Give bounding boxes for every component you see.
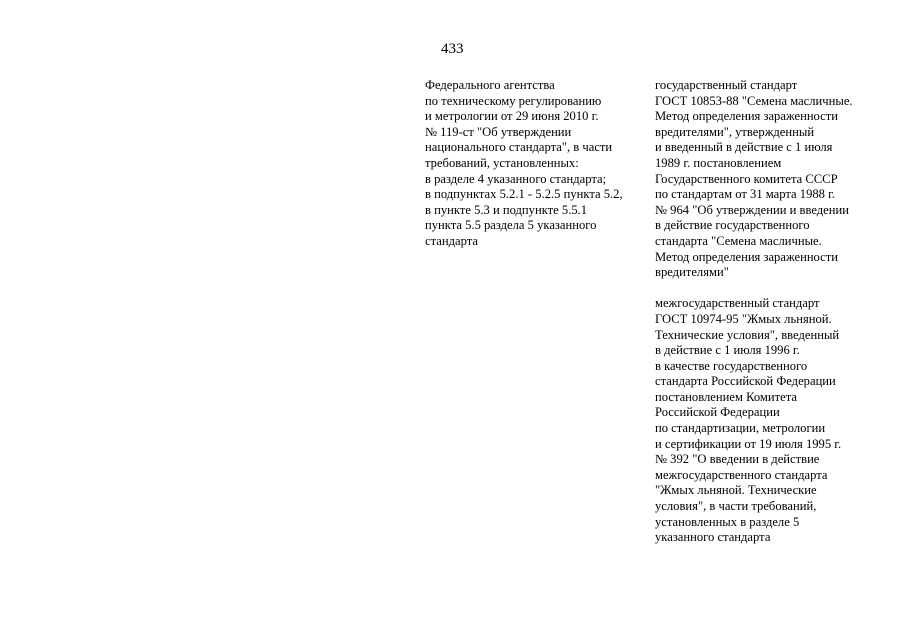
- text-line: требований, установленных:: [425, 155, 579, 170]
- text-line: в действие с 1 июля 1996 г.: [655, 343, 800, 358]
- text-line: № 119-ст "Об утверждении: [425, 124, 572, 139]
- text-line: в разделе 4 указанного стандарта;: [425, 171, 607, 186]
- text-line: ГОСТ 10853-88 "Семена масличные.: [655, 93, 853, 108]
- text-line: по техническому регулированию: [425, 93, 602, 108]
- text-line: в подпунктах 5.2.1 - 5.2.5 пункта 5.2,: [425, 187, 623, 202]
- text-line: Технические условия", введенный: [655, 327, 840, 342]
- text-line: № 392 "О введении в действие: [655, 452, 820, 467]
- text-line: Российской Федерации: [655, 405, 780, 420]
- text-line: межгосударственного стандарта: [655, 467, 828, 482]
- text-line: и введенный в действие с 1 июля: [655, 140, 833, 155]
- text-line: по стандартизации, метрологии: [655, 421, 826, 436]
- text-line: Государственного комитета СССР: [655, 171, 838, 186]
- left-column: [425, 78, 640, 250]
- text-line: стандарта: [425, 233, 478, 248]
- gost-10974-block: [655, 296, 895, 546]
- text-line: и сертификации от 19 июля 1995 г.: [655, 436, 842, 451]
- left-text-block: [425, 78, 640, 250]
- text-line: указанного стандарта: [655, 530, 771, 545]
- page-number: 433: [441, 41, 464, 57]
- text-line: в действие государственного: [655, 218, 810, 233]
- text-line: и метрологии от 29 июня 2010 г.: [425, 109, 599, 124]
- text-line: установленных в разделе 5: [655, 514, 800, 529]
- text-line: вредителями", утвержденный: [655, 124, 815, 139]
- text-line: "Жмых льняной. Технические: [655, 483, 817, 498]
- right-column: [655, 78, 895, 546]
- text-line: Метод определения зараженности: [655, 109, 838, 124]
- text-line: стандарта Российской Федерации: [655, 374, 836, 389]
- gost-10853-block: [655, 78, 895, 281]
- text-line: Метод определения зараженности: [655, 249, 838, 264]
- text-line: по стандартам от 31 марта 1988 г.: [655, 187, 836, 202]
- text-line: Федерального агентства: [425, 78, 555, 92]
- text-line: 1989 г. постановлением: [655, 155, 782, 170]
- text-line: вредителями": [655, 265, 729, 280]
- text-line: государственный стандарт: [655, 78, 798, 92]
- text-line: условия", в части требований,: [655, 499, 817, 514]
- text-line: национального стандарта", в части: [425, 140, 613, 155]
- text-line: стандарта "Семена масличные.: [655, 233, 822, 248]
- text-line: пункта 5.5 раздела 5 указанного: [425, 218, 597, 233]
- text-line: ГОСТ 10974-95 "Жмых льняной.: [655, 311, 832, 326]
- text-line: межгосударственный стандарт: [655, 296, 820, 311]
- text-line: постановлением Комитета: [655, 389, 797, 404]
- text-line: в качестве государственного: [655, 358, 808, 373]
- text-line: № 964 "Об утверждении и введении: [655, 202, 849, 217]
- text-line: в пункте 5.3 и подпункте 5.5.1: [425, 202, 588, 217]
